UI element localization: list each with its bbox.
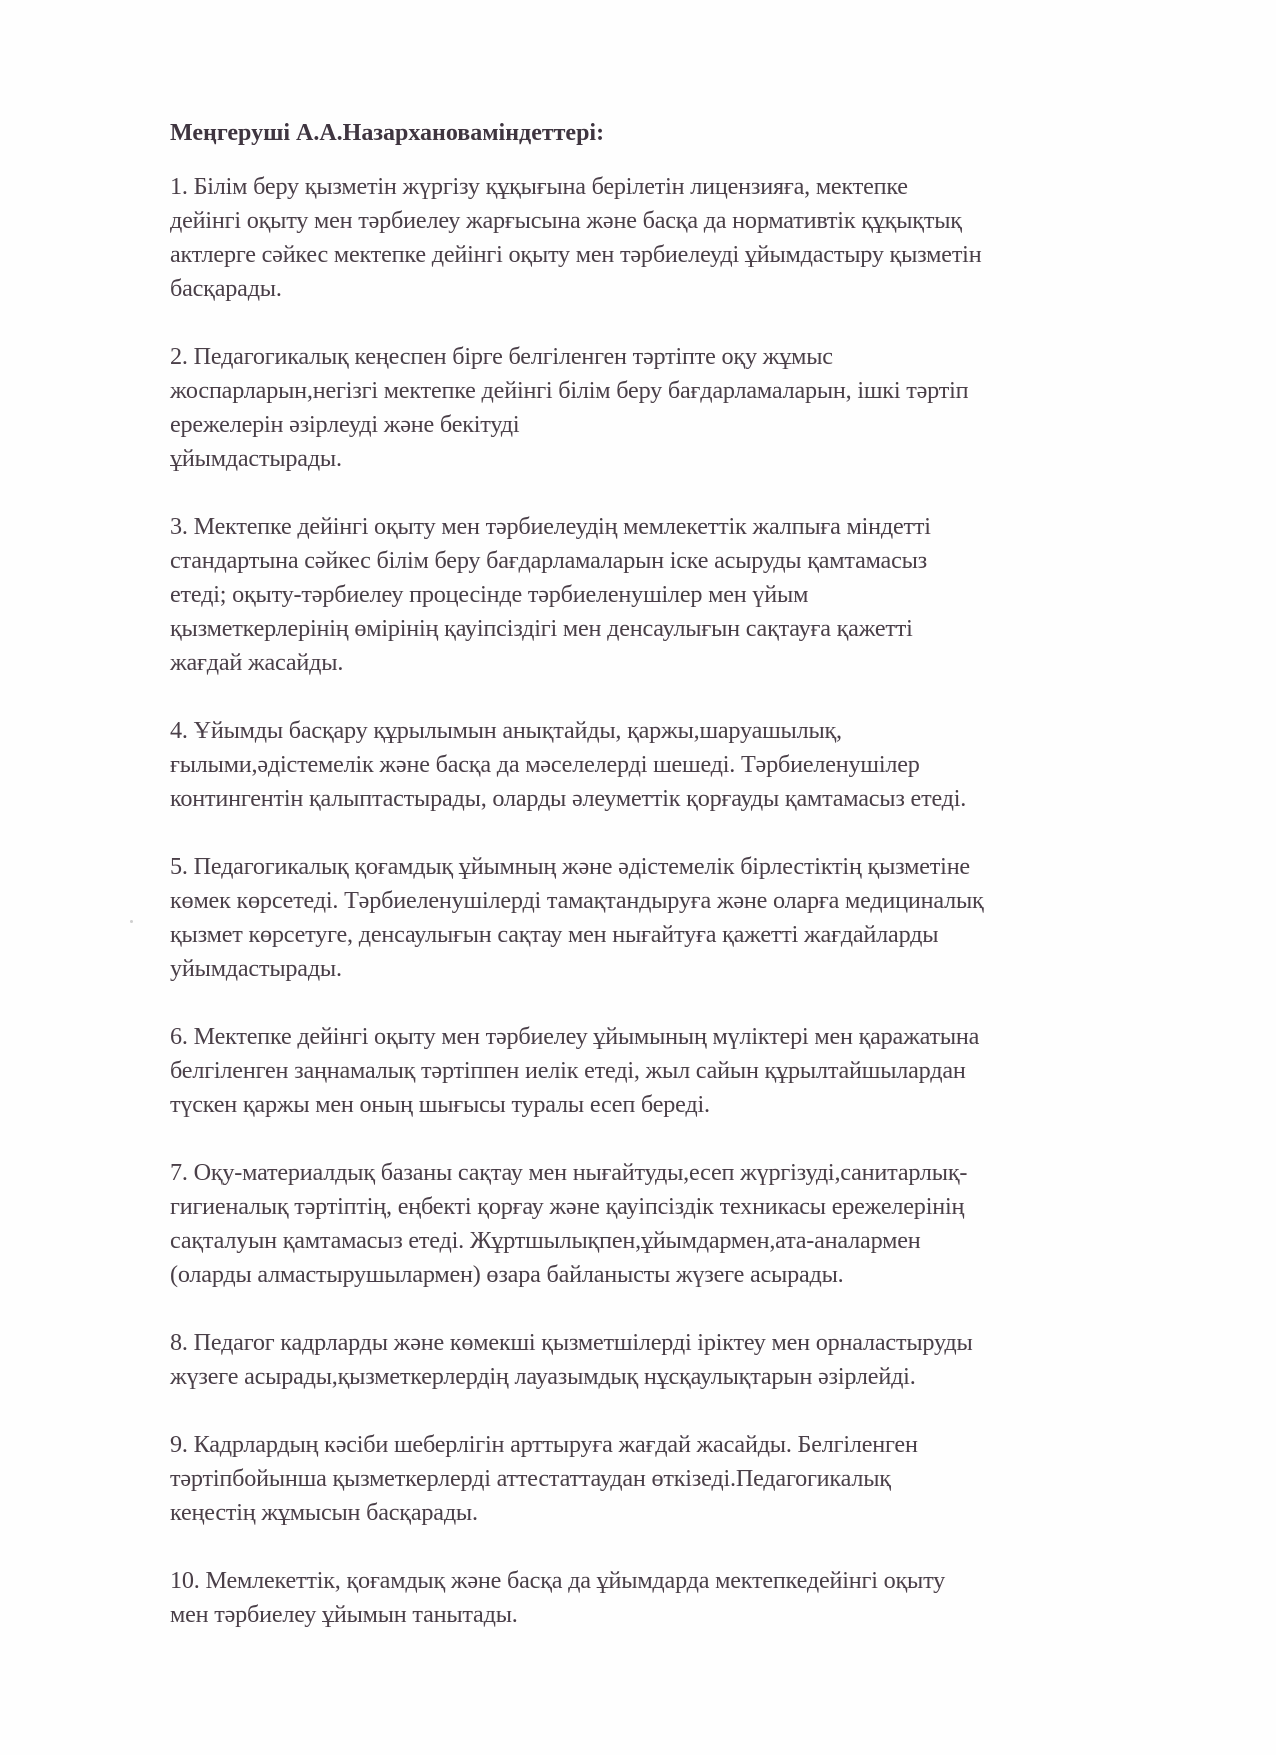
duty-line: стандартына сәйкес білім беру бағдарламаларын іске асыруды қамтамасыз bbox=[170, 547, 928, 574]
duty-item-5 bbox=[170, 850, 1170, 986]
duty-line: басқарады. bbox=[170, 275, 282, 302]
duty-line: контингентін қалыптастырады, оларды әлеуметтік қорғауды қамтамасыз етеді. bbox=[170, 785, 967, 812]
duty-line: 4. Ұйымды басқару құрылымын анықтайды, қаржы,шаруашылық, bbox=[170, 717, 842, 744]
document-title: Меңгеруші А.А.Назархановаміндеттері: bbox=[170, 120, 605, 146]
duty-line: ғылыми,әдістемелік және басқа да мәселелерді шешеді. Тәрбиеленушілер bbox=[170, 751, 920, 778]
duty-line: дейінгі оқыту мен тәрбиелеу жарғысына және басқа да нормативтік құқықтық bbox=[170, 207, 962, 234]
duty-line: мен тәрбиелеу ұйымын танытады. bbox=[170, 1601, 518, 1628]
duty-line: 5. Педагогикалық қоғамдық ұйымның және әдістемелік бірлестіктің қызметіне bbox=[170, 853, 970, 880]
duty-item-10 bbox=[170, 1564, 1170, 1632]
duty-line: 7. Оқу-материалдық базаны сақтау мен нығайтуды,есеп жүргізуді,санитарлық- bbox=[170, 1159, 968, 1186]
duty-line: 6. Мектепке дейінгі оқыту мен тәрбиелеу ұйымының мүліктері мен қаражатына bbox=[170, 1023, 980, 1050]
duty-line: жағдай жасайды. bbox=[170, 649, 344, 676]
duty-line: актлерге сәйкес мектепке дейінгі оқыту мен тәрбиелеуді ұйымдастыру қызметін bbox=[170, 241, 982, 268]
document-body bbox=[170, 118, 1170, 1666]
duty-line: белгіленген заңнамалық тәртіппен иелік етеді, жыл сайын құрылтайшылардан bbox=[170, 1057, 966, 1084]
duty-line: 10. Мемлекеттік, қоғамдық және басқа да ұйымдарда мектепкедейінгі оқыту bbox=[170, 1567, 946, 1594]
duty-item-1 bbox=[170, 170, 1170, 306]
duty-line: 1. Білім беру қызметін жүргізу құқығына берілетін лицензияға, мектепке bbox=[170, 173, 908, 200]
duty-item-9 bbox=[170, 1428, 1170, 1530]
duty-line: уйымдастырады. bbox=[170, 955, 342, 982]
duty-line: 8. Педагог кадрларды және көмекші қызметшілерді іріктеу мен орналастыруды bbox=[170, 1329, 973, 1356]
duty-line: гигиеналық тәртіптің, еңбекті қорғау және қауіпсіздік техникасы ережелерінің bbox=[170, 1193, 965, 1220]
duty-item-3 bbox=[170, 510, 1170, 680]
duty-line: 9. Кадрлардың кәсіби шеберлігін арттыруға жағдай жасайды. Белгіленген bbox=[170, 1431, 918, 1458]
duty-line: жүзеге асырады,қызметкерлердің лауазымдық нұсқаулықтарын әзірлейді. bbox=[170, 1363, 916, 1390]
duty-item-6 bbox=[170, 1020, 1170, 1122]
duty-line: кеңестің жұмысын басқарады. bbox=[170, 1499, 478, 1526]
duty-line: ережелерін әзірлеуді және бекітуді bbox=[170, 411, 520, 438]
duty-line: көмек көрсетеді. Тәрбиеленушілерді тамақтандыруға және оларға медициналық bbox=[170, 887, 984, 914]
duty-line: жоспарларын,негізгі мектепке дейінгі білім беру бағдарламаларын, ішкі тәртіп bbox=[170, 377, 969, 404]
duties-list bbox=[170, 170, 1170, 1632]
duty-item-7 bbox=[170, 1156, 1170, 1292]
duty-line: тәртіпбойынша қызметкерлерді аттестаттаудан өткізеді.Педагогикалық bbox=[170, 1465, 891, 1492]
duty-item-8 bbox=[170, 1326, 1170, 1394]
scan-speck bbox=[130, 920, 133, 923]
duty-line: 2. Педагогикалық кеңеспен бірге белгіленген тәртіпте оқу жұмыс bbox=[170, 343, 833, 370]
duty-line: (оларды алмастырушылармен) өзара байланысты жүзеге асырады. bbox=[170, 1261, 844, 1288]
duty-line: 3. Мектепке дейінгі оқыту мен тәрбиелеудің мемлекеттік жалпыға міндетті bbox=[170, 513, 931, 540]
duty-item-2 bbox=[170, 340, 1170, 476]
duty-line: қызметкерлерінің өмірінің қауіпсіздігі мен денсаулығын сақтауға қажетті bbox=[170, 615, 913, 642]
duty-item-4 bbox=[170, 714, 1170, 816]
duty-line: түскен қаржы мен оның шығысы туралы есеп береді. bbox=[170, 1091, 710, 1118]
duty-line: қызмет көрсетуге, денсаулығын сақтау мен нығайтуға қажетті жағдайларды bbox=[170, 921, 939, 948]
duty-line: сақталуын қамтамасыз етеді. Жұртшылықпен,ұйымдармен,ата-аналармен bbox=[170, 1227, 921, 1254]
duty-line: ұйымдастырады. bbox=[170, 445, 342, 472]
duty-line: етеді; оқыту-тәрбиелеу процесінде тәрбиеленушілер мен үйым bbox=[170, 581, 809, 608]
